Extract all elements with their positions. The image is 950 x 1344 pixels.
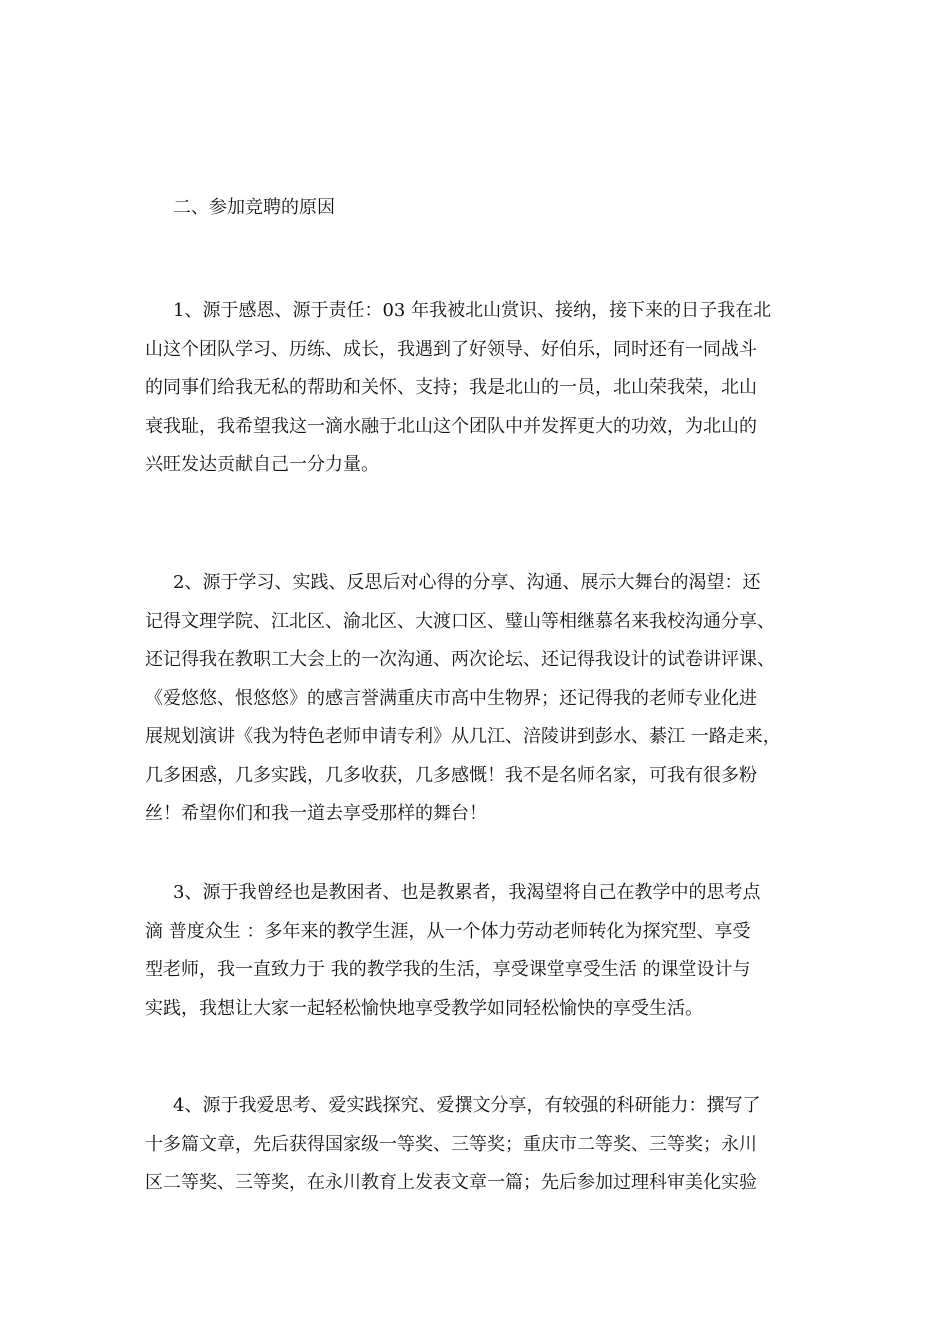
paragraph-line: 衰我耻，我希望我这一滴水融于北山这个团队中并发挥更大的功效，为北山的 [145,415,757,437]
paragraph-line: 区二等奖、三等奖，在永川教育上发表文章一篇；先后参加过理科审美化实验 [145,1172,757,1193]
paragraph-line: 几多困惑，几多实践，几多收获，几多感慨！我不是名师名家，可我有很多粉 [145,764,757,786]
paragraph-2 [145,564,810,834]
paragraph-line: 型老师，我一直致力于 我的教学我的生活，享受课堂享受生活 的课堂设计与 [145,959,751,980]
paragraph-line: 3、源于我曾经也是教困者、也是教累者，我渴望将自己在教学中的思考点 [173,882,761,903]
paragraph-line: 实践，我想让大家一起轻松愉快地享受教学如同轻松愉快的享受生活。 [145,997,703,1019]
paragraph-line: 记得文理学院、江北区、渝北区、大渡口区、璧山等相继慕名来我校沟通分享、 [145,610,775,632]
paragraph-line: 展规划演讲《我为特色老师申请专利》从几江、涪陵讲到彭水、綦江 一路走来， [145,726,781,747]
paragraph-line: 的同事们给我无私的帮助和关怀、支持；我是北山的一员，北山荣我荣，北山 [145,377,757,398]
paragraph-line: 《爱悠悠、恨悠悠》的感言誉满重庆市高中生物界；还记得我的老师专业化进 [145,687,757,709]
paragraph-3 [145,874,810,1028]
paragraph-line: 还记得我在教职工大会上的一次沟通、两次论坛、还记得我设计的试卷讲评课、 [145,649,775,670]
paragraph-line: 兴旺发达贡献自己一分力量。 [145,454,379,475]
paragraph-4 [145,1087,810,1203]
section-heading: 二、参加竞聘的原因 [173,197,335,218]
paragraph-line: 十多篇文章，先后获得国家级一等奖、三等奖；重庆市二等奖、三等奖；永川 [145,1133,757,1155]
paragraph-line: 4、源于我爱思考、爱实践探究、爱撰文分享，有较强的科研能力：撰写了 [173,1095,761,1116]
paragraph-line: 丝！希望你们和我一道去享受那样的舞台！ [145,803,487,824]
paragraph-line: 2、源于学习、实践、反思后对心得的分享、沟通、展示大舞台的渴望：还 [173,572,761,593]
paragraph-1 [145,292,810,485]
paragraph-line: 1、源于感恩、源于责任：03 年我被北山赏识、接纳，接下来的日子我在北 [173,300,772,321]
paragraph-line: 山这个团队学习、历练、成长，我遇到了好领导、好伯乐，同时还有一同战斗 [145,338,757,360]
paragraph-line: 滴 普度众生 ：多年来的教学生涯，从一个体力劳动老师转化为探究型、享受 [145,920,751,942]
